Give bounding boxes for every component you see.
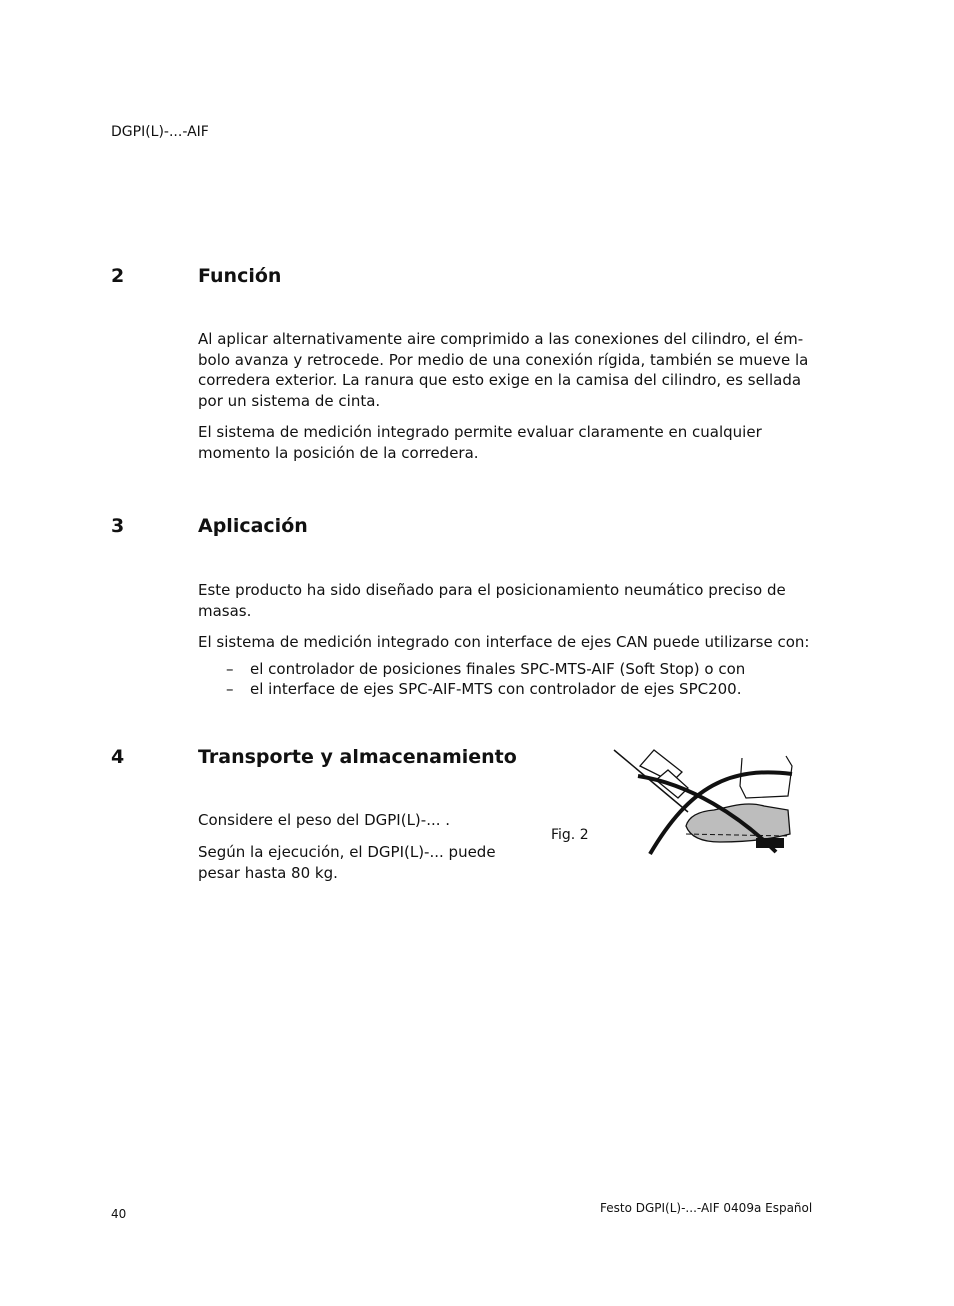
text-line: Este producto ha sido diseñado para el posicionamiento neumático preciso de [198,581,786,599]
section-2-paragraph-2 [198,422,762,463]
section-4-paragraph-1 [198,810,450,831]
section-3-paragraph-1 [198,580,786,621]
bullet-dash: – [226,660,234,678]
text-line: masas. [198,601,252,620]
text-line: Según la ejecución, el DGPI(L)-... puede [198,843,496,861]
text-line: bolo avanza y retrocede. Por medio de una conexión rígida, también se mueve la [198,350,809,369]
text-line: El sistema de medición integrado con interface de ejes CAN puede utilizarse con: [198,633,810,651]
text-line: momento la posición de la corredera. [198,443,479,462]
text-line: pesar hasta 80 kg. [198,863,338,882]
bullet-item-1 [226,659,745,680]
section-4-paragraph-2 [198,842,496,883]
text-line: corredera exterior. La ranura que esto exige en la camisa del cilindro, es sellada [198,371,802,389]
bullet-text: el controlador de posiciones finales SPC-MTS-AIF (Soft Stop) o con [250,660,746,678]
text-line: por un sistema de cinta. [198,391,381,410]
footer-document-info: Festo DGPI(L)-...-AIF 0409a Español [600,1201,813,1215]
bullet-text: el interface de ejes SPC-AIF-MTS con controlador de ejes SPC200. [250,680,742,698]
bullet-item-2 [226,679,741,700]
section-3-number: 3 [111,515,125,537]
section-2-title: Función [198,265,282,287]
text-line: Al aplicar alternativamente aire comprimido a las conexiones del cilindro, el ém- [198,330,804,348]
section-4-number: 4 [111,746,125,768]
crossed-out-foot-under-cylinder-icon [610,746,794,858]
section-3-title: Aplicación [198,515,308,537]
text-line: Considere el peso del DGPI(L)-... . [198,811,451,829]
section-2-number: 2 [111,265,125,287]
section-4-title: Transporte y almacenamiento [198,746,517,768]
page-number: 40 [111,1207,127,1221]
document-code-header: DGPI(L)-...-AIF [111,124,209,140]
figure-caption: Fig. 2 [551,827,589,843]
section-3-paragraph-2 [198,632,809,653]
section-2-paragraph-1 [198,329,808,411]
bullet-dash: – [226,680,234,698]
text-line: El sistema de medición integrado permite evaluar claramente en cualquier [198,423,762,441]
